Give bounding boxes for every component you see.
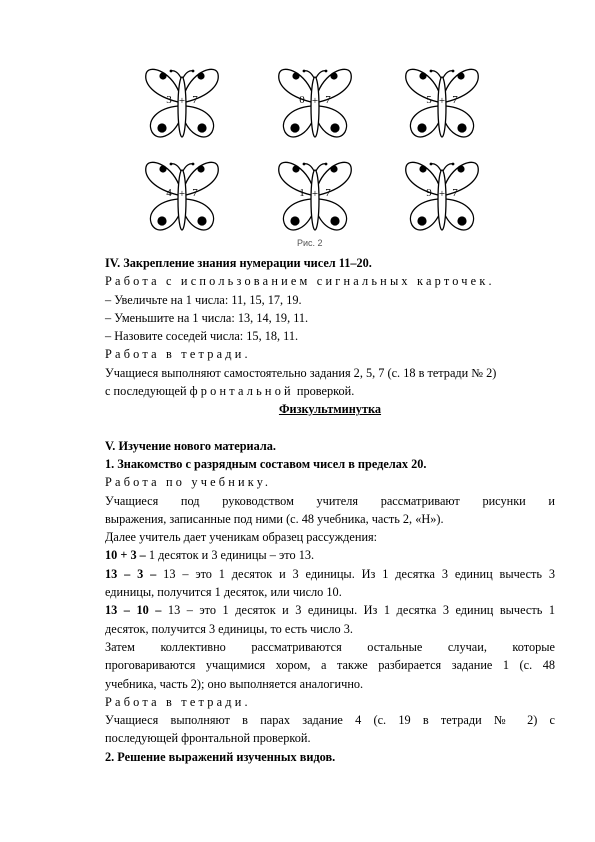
butterfly-card (142, 155, 222, 239)
subsection-heading: 1. Знакомство с разрядным составом чисел в пределах 20. (105, 456, 427, 471)
left-number: 0 (299, 94, 305, 106)
wing-spot (292, 165, 299, 172)
left-number: 5 (426, 94, 432, 106)
paragraph-line: учебника, часть 2); оно выполняется аналогично. (105, 676, 364, 691)
right-number: 7 (325, 187, 331, 199)
plus-sign: + (438, 188, 446, 200)
paragraph-line: последующей фронтальной проверкой. (105, 731, 311, 746)
butterfly-body (438, 77, 446, 137)
plus-sign: + (178, 95, 186, 107)
wing-spot (290, 216, 299, 225)
wing-spot (290, 123, 299, 132)
butterfly-card (402, 155, 482, 239)
wing-spot (417, 216, 426, 225)
butterfly-card (275, 62, 355, 146)
butterfly-card (402, 62, 482, 146)
example-line (105, 546, 555, 564)
right-number: 7 (192, 94, 198, 106)
plus-sign: + (438, 95, 446, 107)
paragraph-line: выражения, записанные под ними (с. 48 учебника, часть 2, «Н»). (105, 511, 444, 526)
example-line (105, 601, 555, 619)
text-run: с последующей (105, 384, 190, 399)
example-expression: 13 – 3 – (105, 566, 157, 581)
work-label: Работа с использованием сигнальных карточек. (105, 274, 495, 289)
paragraph-line: Учащиеся выполняют самостоятельно задания 2, 5, 7 (с. 18 в тетради № 2) (105, 365, 497, 380)
spaced-text: фронтальной (189, 384, 294, 399)
text-run: 1 десяток и 3 единицы – это 13. (145, 548, 315, 563)
figure-caption: Рис. 2 (297, 238, 323, 248)
wing-spot (157, 216, 166, 225)
butterfly-icon (275, 62, 355, 146)
wing-spot (197, 123, 206, 132)
example-line (105, 565, 555, 583)
wing-spot (157, 123, 166, 132)
wing-spot (159, 72, 166, 79)
left-number: 4 (166, 187, 172, 199)
wing-spot (159, 165, 166, 172)
paragraph-line: Учащиеся под руководством учителя рассматривают рисунки и (105, 493, 555, 508)
butterfly-body (178, 170, 186, 230)
left-number: 3 (166, 94, 172, 106)
text-run: 13 – это 1 десяток и 3 единицы. Из 1 десятка 3 единиц вычесть 3 (156, 566, 556, 581)
text-run: проверкой. (293, 384, 355, 399)
butterfly-card (275, 155, 355, 239)
butterfly-body (438, 170, 446, 230)
wing-spot (197, 216, 206, 225)
section-heading: IV. Закрепление знания нумерации чисел 11–20. (105, 256, 372, 270)
wing-spot (197, 165, 204, 172)
butterfly-body (311, 77, 319, 137)
plus-sign: + (311, 188, 319, 200)
butterfly-body (178, 77, 186, 137)
butterfly-icon (402, 155, 482, 239)
butterfly-figure (130, 52, 500, 252)
paragraph-line: Затем коллективно рассматриваются остальные случаи, которые (105, 639, 555, 654)
example-expression: 13 – 10 – (105, 603, 162, 618)
paragraph-line (105, 382, 555, 400)
work-label: Работа по учебнику. (105, 475, 272, 490)
paragraph-line: Далее учитель дает ученикам образец рассуждения: (105, 530, 378, 545)
right-number: 7 (452, 187, 458, 199)
butterfly-body (311, 170, 319, 230)
right-number: 7 (192, 187, 198, 199)
left-number: 1 (299, 187, 305, 199)
wing-spot (419, 72, 426, 79)
wing-spot (417, 123, 426, 132)
list-item: – Уменьшите на 1 числа: 13, 14, 19, 11. (105, 310, 309, 325)
text-run: 13 – это 1 десяток и 3 единицы. Из 1 десятка 3 единиц вычесть 1 (161, 603, 555, 618)
wing-spot (197, 72, 204, 79)
right-number: 7 (325, 94, 331, 106)
butterfly-card (142, 62, 222, 146)
wing-spot (457, 216, 466, 225)
left-number: 9 (426, 187, 432, 199)
physminute-heading: Физкультминутка (278, 402, 382, 417)
plus-sign: + (178, 188, 186, 200)
butterfly-icon (402, 62, 482, 146)
paragraph-line: единицы, получится 1 десяток, или число 10. (105, 585, 342, 600)
wing-spot (457, 123, 466, 132)
document-body (105, 254, 555, 766)
paragraph-line: проговариваются учащимися хором, а также разбирается задание 1 (с. 48 (105, 658, 555, 673)
wing-spot (292, 72, 299, 79)
butterfly-icon (142, 155, 222, 239)
plus-sign: + (311, 95, 319, 107)
paragraph-line: десяток, получится 3 единицы, то есть число 3. (105, 621, 353, 636)
list-item: – Увеличьте на 1 числа: 11, 15, 17, 19. (105, 292, 302, 307)
paragraph-line: Учащиеся выполняют в парах задание 4 (с. 19 в тетради № 2) с (105, 713, 555, 728)
wing-spot (419, 165, 426, 172)
work-label: Работа в тетради. (105, 347, 251, 362)
list-item: – Назовите соседей числа: 15, 18, 11. (105, 329, 299, 344)
butterfly-icon (275, 155, 355, 239)
wing-spot (457, 165, 464, 172)
wing-spot (330, 216, 339, 225)
butterfly-icon (142, 62, 222, 146)
work-label: Работа в тетради. (105, 694, 251, 709)
wing-spot (330, 72, 337, 79)
example-expression: 10 + 3 – (105, 548, 146, 563)
wing-spot (330, 123, 339, 132)
subsection-heading: 2. Решение выражений изученных видов. (105, 749, 336, 764)
right-number: 7 (452, 94, 458, 106)
wing-spot (330, 165, 337, 172)
section-heading: V. Изучение нового материала. (105, 438, 276, 453)
wing-spot (457, 72, 464, 79)
